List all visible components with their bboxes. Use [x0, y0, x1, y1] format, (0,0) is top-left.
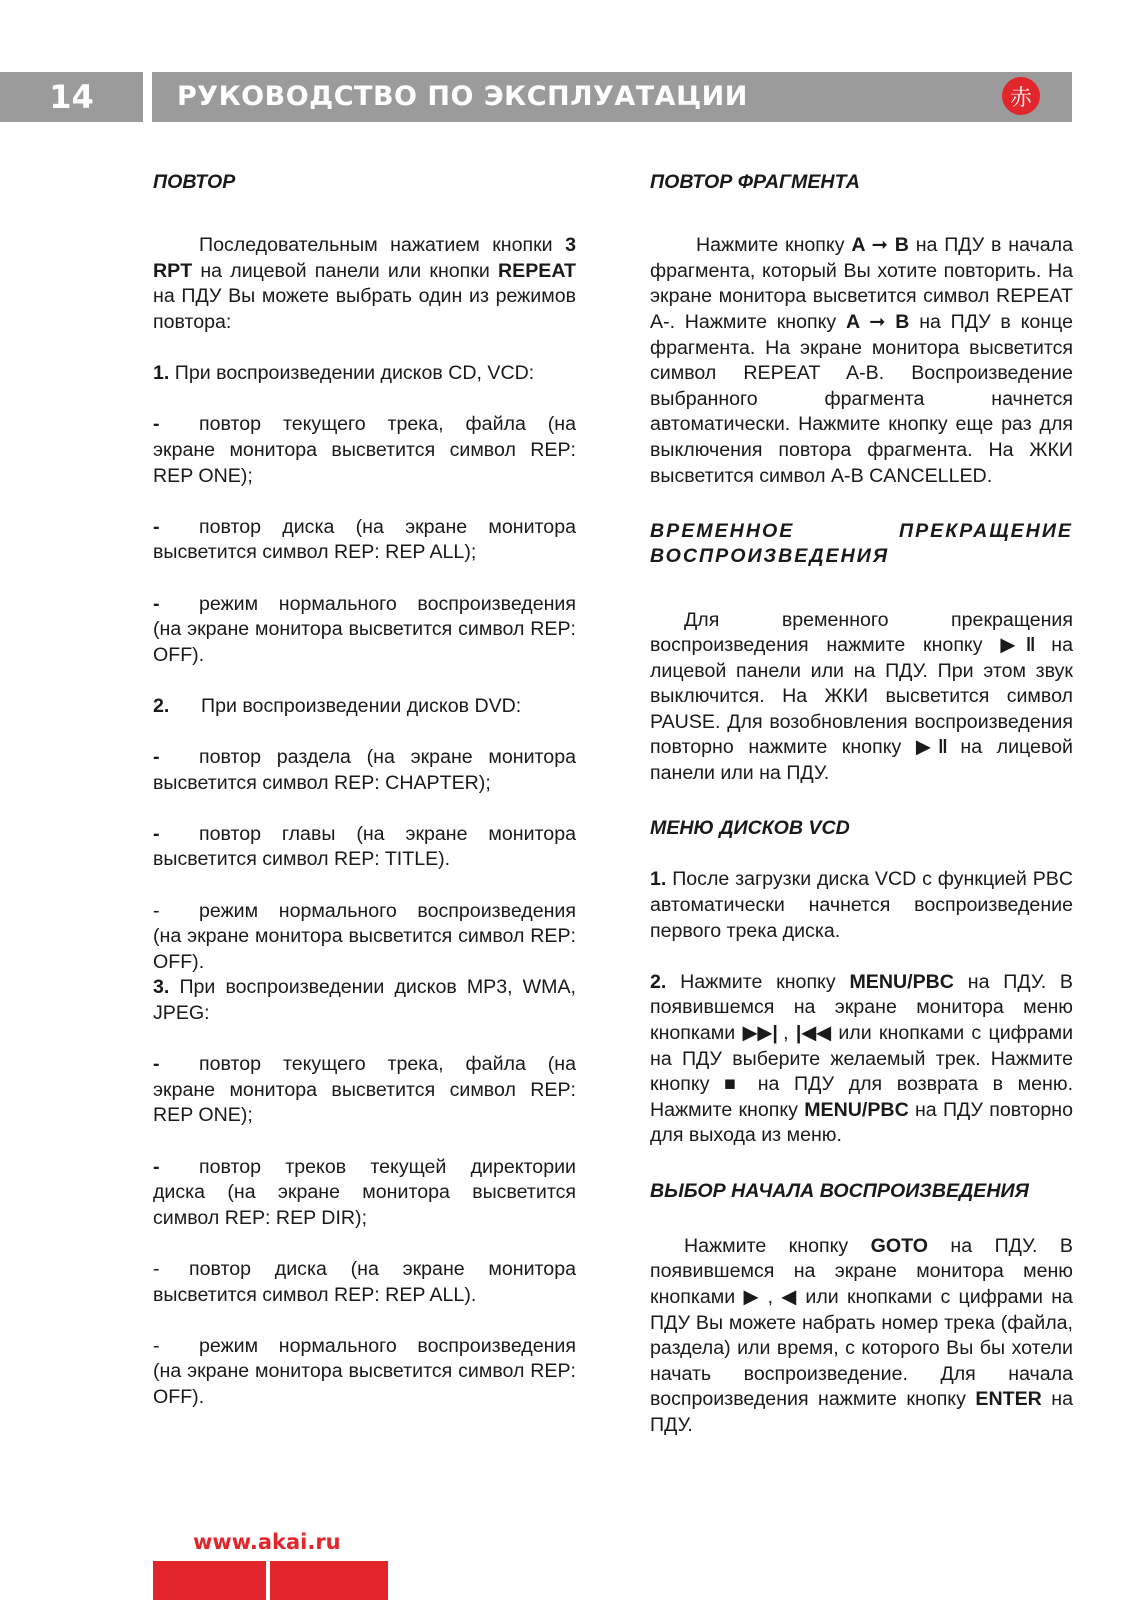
- list-item: - повтор текущего трека, файла (на экране монитора высветится символ REP: REP ONE);: [153, 1053, 576, 1127]
- list-item: - повтор раздела (на экране монитора высветится символ REP: CHAPTER);: [153, 746, 576, 794]
- goto-text: Нажмите кнопку GOTO на ПДУ. В появившемся на экране монитора меню кнопками ▶ , ◀ или кнопками с цифрами на ПДУ Вы можете набрать номер трека (файла, раздела) или время, с которого Вы бы хотели начать воспроизведение. Для начала воспроизведения нажмите кнопку ENTER на ПДУ.: [650, 1234, 1073, 1436]
- list-item: - режим нормального воспроизведения (на экране монитора высветится символ REP: OFF).: [153, 592, 576, 666]
- play-pause-icon: ▶‖: [915, 736, 946, 759]
- list-item: - повтор диска (на экране монитора высветится символ REP: REP ALL);: [153, 515, 576, 564]
- section-heading-repeat: ПОВТОР: [153, 171, 236, 193]
- subsection-mp3: 3. При воспроизведении дисков MP3, WMA, JPEG:: [153, 976, 576, 1024]
- section-heading-ab-repeat: ПОВТОР ФРАГМЕНТА: [650, 171, 860, 193]
- right-arrow-icon: ▶: [743, 1285, 760, 1308]
- list-item: - повтор треков текущей директории диска (на экране монитора высветится символ REP: REP DIR);: [153, 1155, 576, 1229]
- list-item: - повтор текущего трека, файла (на экране монитора высветится символ REP: REP ONE);: [153, 413, 576, 487]
- vcd-step-1: 1. После загрузки диска VCD с функцией PBC автоматически начнется воспроизведение первого трека диска.: [650, 868, 1073, 942]
- page-number: 14: [0, 72, 143, 122]
- akai-logo-icon: 赤: [1002, 77, 1040, 115]
- play-pause-icon: ▶‖: [1000, 634, 1034, 657]
- footer-block: [270, 1561, 388, 1600]
- repeat-intro: Последовательным нажатием кнопки 3 RPT на лицевой панели или кнопки REPEAT на ПДУ Вы можете выбрать один из режимов повтора:: [153, 234, 576, 333]
- right-column: [650, 170, 1073, 1439]
- section-heading-vcd-menu: МЕНЮ ДИСКОВ VCD: [650, 817, 850, 840]
- vcd-step-2: 2. Нажмите кнопку MENU/PBC на ПДУ. В появившемся на экране монитора меню кнопками ▶▶| , |◀◀ или кнопками с цифрами на ПДУ выберите желаемый трек. Нажмите кнопку ■ на ПДУ для возврата в меню. Нажмите кнопку MENU/PBC на ПДУ повторно для выхода из меню.: [650, 970, 1074, 1147]
- pause-text: Для временного прекращения воспроизведения нажмите кнопку ▶‖ на лицевой панели или на ПДУ. При этом звук выключится. На ЖКИ высветится символ PAUSE. Для возобновления воспроизведения повторно нажмите кнопку ▶‖ на лицевой панели или на ПДУ.: [650, 608, 1073, 785]
- ab-repeat-text: Нажмите кнопку A ➞ B на ПДУ в начала фрагмента, который Вы хотите повторить. На экране монитора высветится символ REPEAT A-. Нажмите кнопку A ➞ B на ПДУ в конце фрагмента. На экране монитора высветится символ REPEAT A-B. Воспроизведение выбранного фрагмента начнется автоматически. Нажмите кнопку еще раз для выключения повтора фрагмента. На ЖКИ высветится символ A-B CANCELLED.: [650, 234, 1073, 487]
- section-heading-pause: ВРЕМЕННОЕ ПРЕКРАЩЕНИЕ ВОСПРОИЗВЕДЕНИЯ: [650, 519, 1073, 568]
- list-item: - повтор главы (на экране монитора высветится символ REP: TITLE).: [153, 822, 576, 871]
- next-track-icon: ▶▶|: [742, 1022, 776, 1044]
- header-bar: [152, 72, 1072, 122]
- prev-track-icon: |◀◀: [795, 1022, 832, 1044]
- list-item: - повтор диска (на экране монитора высветится символ REP: REP ALL).: [153, 1257, 576, 1306]
- footer-block: [153, 1561, 266, 1600]
- header-title: РУКОВОДСТВО ПО ЭКСПЛУАТАЦИИ: [177, 81, 748, 112]
- list-item: - режим нормального воспроизведения (на экране монитора высветится символ REP: OFF).: [153, 899, 576, 973]
- section-heading-goto: ВЫБОР НАЧАЛА ВОСПРОИЗВЕДЕНИЯ: [650, 1179, 1029, 1202]
- list-item: - режим нормального воспроизведения (на экране монитора высветится символ REP: OFF).: [153, 1334, 576, 1408]
- left-arrow-icon: ◀: [781, 1285, 798, 1308]
- ab-button-label: A ➞ B: [845, 310, 910, 333]
- footer-url: www.akai.ru: [193, 1530, 341, 1554]
- stop-icon: ■: [724, 1073, 744, 1096]
- left-column: [153, 170, 576, 1411]
- subsection-dvd: 2. При воспроизведении дисков DVD:: [153, 694, 522, 717]
- subsection-cd-vcd: 1. При воспроизведении дисков CD, VCD:: [153, 362, 535, 385]
- ab-button-label: A ➞ B: [851, 234, 909, 257]
